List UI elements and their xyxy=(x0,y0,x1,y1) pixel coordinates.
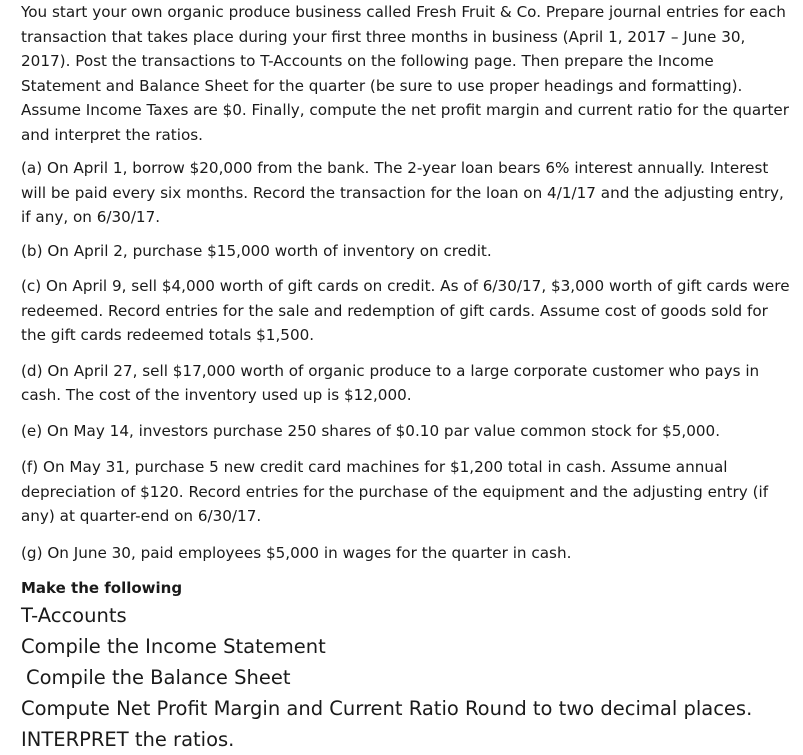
instructions-heading: Make the following xyxy=(21,579,183,597)
task-compute-ratios: Compute Net Profit Margin and Current Ratio Round to two decimal places. xyxy=(21,697,753,720)
transaction-d: (d) On April 27, sell $17,000 worth of organic produce to a large corporate customer who pays in cash. The cost of the inventory used up is $12,000. xyxy=(21,361,760,404)
task-t-accounts: T-Accounts xyxy=(21,604,127,627)
transaction-g: (g) On June 30, paid employees $5,000 in wages for the quarter in cash. xyxy=(21,543,572,562)
transaction-c: (c) On April 9, sell $4,000 worth of gift cards on credit. As of 6/30/17, $3,000 worth of gift cards were redeemed. Record entries for the sale and redemption of gift cards. Assume cost of goods sold for the gift cards redeemed totals $1,500. xyxy=(21,277,790,344)
task-interpret-ratios: INTERPRET the ratios. xyxy=(21,728,235,751)
task-list xyxy=(21,600,793,755)
intro-paragraph: You start your own organic produce business called Fresh Fruit & Co. Prepare journal entries for each transaction that takes place during your first three months in business (April 1, 2017 – June 30, 2017). Post the transactions to T-Accounts on the following page. Then prepare the Income Statement and Balance Sheet for the quarter (be sure to use proper headings and formatting). Assume Income Taxes are $0. Finally, compute the net profit margin and current ratio for the quarter and interpret the ratios. xyxy=(21,3,790,144)
transaction-e: (e) On May 14, investors purchase 250 shares of $0.10 par value common stock for $5,000. xyxy=(21,421,721,440)
transaction-b: (b) On April 2, purchase $15,000 worth of inventory on credit. xyxy=(21,241,492,260)
task-income-statement: Compile the Income Statement xyxy=(21,635,326,658)
task-balance-sheet: Compile the Balance Sheet xyxy=(26,666,291,689)
transaction-f: (f) On May 31, purchase 5 new credit card machines for $1,200 total in cash. Assume annual depreciation of $120. Record entries for the purchase of the equipment and the adjusting entry (if any) at quarter-end on 6/30/17. xyxy=(21,458,769,525)
transaction-a: (a) On April 1, borrow $20,000 from the bank. The 2-year loan bears 6% interest annually. Interest will be paid every six months. Record the transaction for the loan on 4/1/17 and the adjusting entry, if any, on 6/30/17. xyxy=(21,159,784,226)
